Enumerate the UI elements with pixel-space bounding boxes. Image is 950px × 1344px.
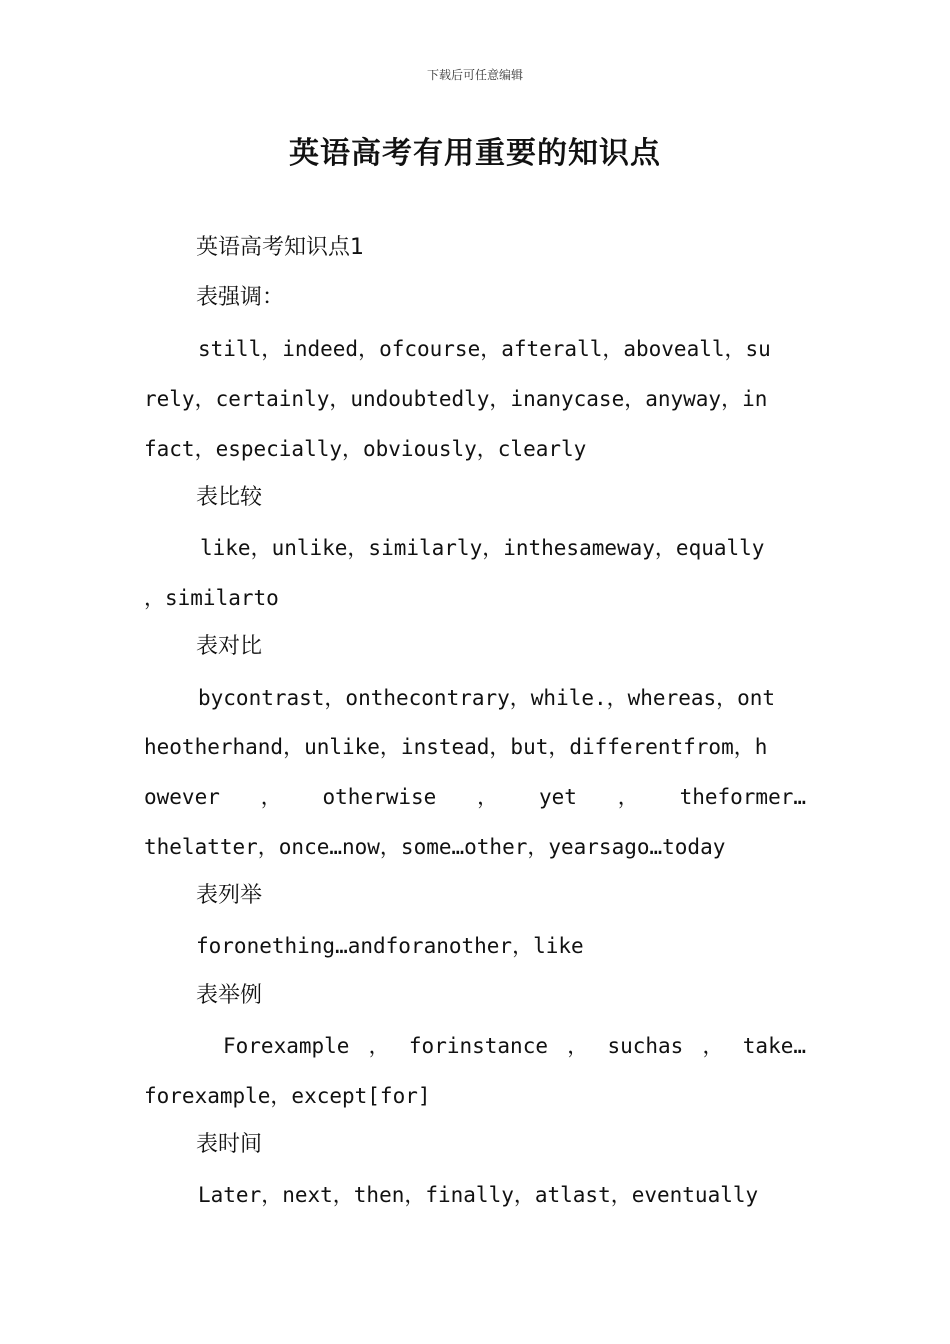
text-line: foronething…andforanother，like — [196, 934, 584, 958]
text-line: Later，next，then，finally，atlast，eventually — [198, 1183, 759, 1207]
text-fragment: theformer… — [679, 785, 806, 809]
text-fragment: yet — [538, 785, 577, 809]
text-line-justified — [223, 1031, 806, 1061]
text-line: thelatter，once…now，some…other，yearsago…today — [144, 835, 726, 859]
document-title: 英语高考有用重要的知识点 — [289, 136, 661, 171]
text-line: forexample，except[for] — [144, 1084, 431, 1108]
heading-example: 表举例 — [196, 983, 263, 1008]
text-fragment: ， — [702, 1034, 724, 1058]
heading-emphasis: 表强调： — [196, 285, 285, 310]
text-fragment: owever — [144, 785, 220, 809]
text-line: fact，especially，obviously，clearly — [144, 437, 587, 461]
heading-enumeration: 表列举 — [196, 883, 263, 908]
text-line: bycontrast，onthecontrary，while.，whereas，ont — [198, 686, 776, 710]
text-line: heotherhand，unlike，instead，but，differentfrom，h — [144, 735, 768, 759]
text-fragment: ， — [567, 1034, 589, 1058]
text-fragment: ， — [260, 785, 282, 809]
text-fragment: ， — [368, 1034, 390, 1058]
text-line-justified — [144, 782, 806, 812]
heading-contrast: 表对比 — [196, 634, 263, 659]
text-line: ，similarto — [144, 586, 279, 610]
text-fragment: suchas — [607, 1034, 684, 1058]
text-fragment: ， — [617, 785, 639, 809]
text-line: rely，certainly，undoubtedly，inanycase，anyway，in — [144, 387, 768, 411]
page-header: 下载后可任意编辑 — [426, 68, 523, 82]
text-fragment: take… — [742, 1034, 806, 1058]
text-fragment: ， — [477, 785, 499, 809]
text-fragment: Forexample — [223, 1034, 350, 1058]
text-line: still，indeed，ofcourse，afterall，aboveall，su — [198, 337, 771, 361]
heading-time: 表时间 — [196, 1132, 263, 1157]
text-line: like，unlike，similarly，inthesameway，equally — [200, 536, 765, 560]
text-fragment: forinstance — [408, 1034, 548, 1058]
text-fragment: otherwise — [322, 785, 437, 809]
heading-comparison: 表比较 — [196, 485, 263, 510]
section-title: 英语高考知识点1 — [196, 235, 364, 260]
